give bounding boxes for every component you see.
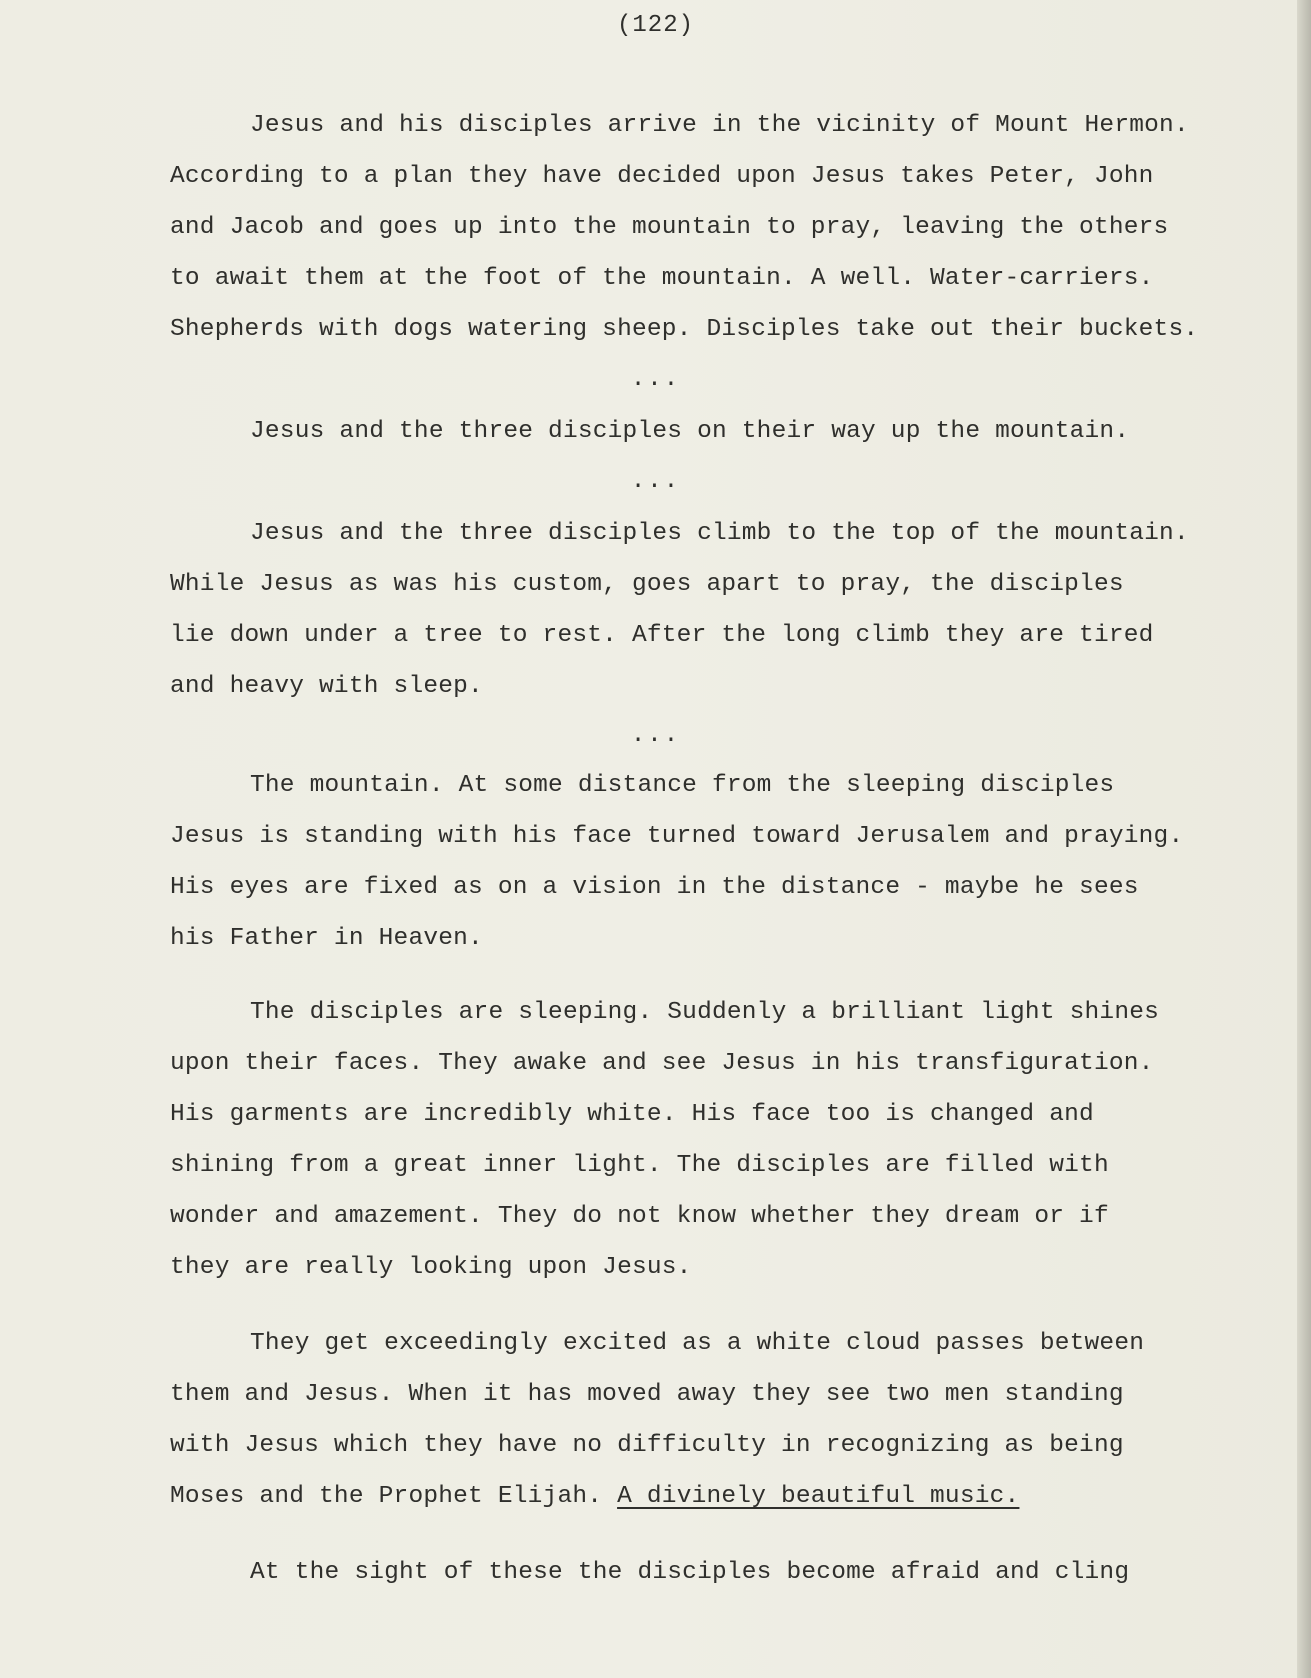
section-separator: ... — [630, 468, 681, 495]
page-number: (122) — [616, 12, 694, 39]
text-line: His garments are incredibly white. His face too is changed and — [170, 1101, 1094, 1128]
text-line: shining from a great inner light. The disciples are filled with — [170, 1152, 1109, 1179]
text-line: The disciples are sleeping. Suddenly a brilliant light shines — [250, 999, 1160, 1026]
text-line: The mountain. At some distance from the sleeping disciples — [250, 772, 1115, 799]
text-line: and Jacob and goes up into the mountain to pray, leaving the others — [170, 214, 1169, 241]
text-line: his Father in Heaven. — [170, 925, 483, 952]
text-line: Jesus and the three disciples climb to the top of the mountain. — [250, 520, 1189, 547]
page-edge-shadow — [1297, 0, 1311, 1678]
text-line: At the sight of these the disciples become afraid and cling — [250, 1559, 1130, 1586]
text-line: upon their faces. They awake and see Jesus in his transfiguration. — [170, 1050, 1154, 1077]
text-line: to await them at the foot of the mountain. A well. Water-carriers. — [170, 265, 1154, 292]
text-line: wonder and amazement. They do not know whether they dream or if — [170, 1203, 1109, 1230]
text-line: Shepherds with dogs watering sheep. Disciples take out their buckets. — [170, 316, 1199, 343]
text-line: they are really looking upon Jesus. — [170, 1254, 692, 1281]
text-line: with Jesus which they have no difficulty in recognizing as being — [170, 1432, 1124, 1459]
text-line-start: Moses and the Prophet Elijah. — [170, 1483, 618, 1510]
section-separator: ... — [630, 366, 681, 393]
text-line — [170, 1482, 1019, 1512]
text-line: According to a plan they have decided upon Jesus takes Peter, John — [170, 163, 1154, 190]
text-line: Jesus and his disciples arrive in the vicinity of Mount Hermon. — [250, 112, 1189, 139]
text-line: them and Jesus. When it has moved away they see two men standing — [170, 1381, 1124, 1408]
text-line: lie down under a tree to rest. After the long climb they are tired — [170, 622, 1154, 649]
text-line: His eyes are fixed as on a vision in the distance - maybe he sees — [170, 874, 1139, 901]
text-line: While Jesus as was his custom, goes apart to pray, the disciples — [170, 571, 1124, 598]
text-line: Jesus and the three disciples on their way up the mountain. — [250, 418, 1130, 445]
section-separator: ... — [630, 722, 681, 749]
text-line: and heavy with sleep. — [170, 673, 483, 700]
text-line: Jesus is standing with his face turned toward Jerusalem and praying. — [170, 823, 1184, 850]
underlined-phrase: A divinely beautiful music. — [617, 1483, 1020, 1510]
text-line: They get exceedingly excited as a white cloud passes between — [250, 1330, 1145, 1357]
